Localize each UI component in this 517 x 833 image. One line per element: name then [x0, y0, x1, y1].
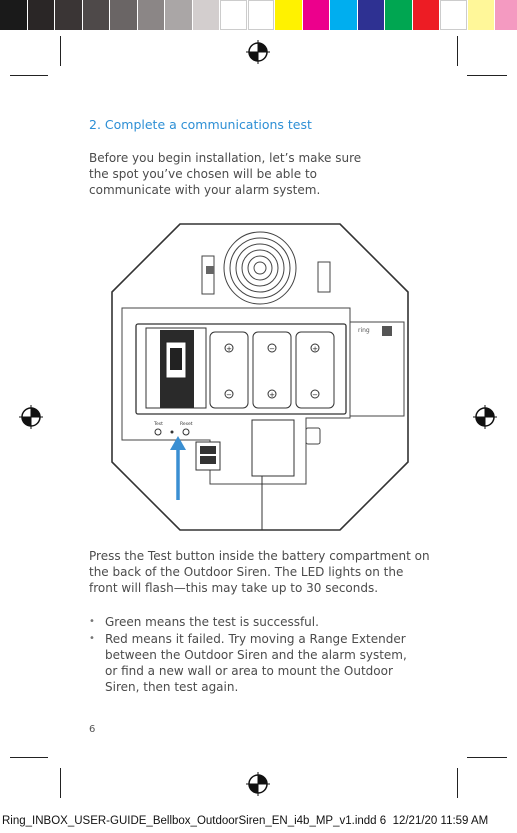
list-item	[89, 614, 419, 630]
crop-mark	[457, 36, 458, 66]
crop-mark	[10, 75, 48, 76]
crop-mark	[10, 757, 48, 758]
reset-label: Reset	[180, 422, 193, 427]
color-bar	[0, 0, 517, 30]
brand-label: ring	[358, 327, 370, 334]
color-swatch	[330, 0, 358, 30]
color-swatch	[220, 0, 248, 30]
minus-sign: −	[226, 391, 232, 399]
bullet-icon: •	[89, 616, 95, 627]
list-item-text: Green means the test is successful.	[105, 615, 319, 629]
color-swatch	[83, 0, 111, 30]
list-item-text: Red means it failed. Try moving a Range Extender between the Outdoor Siren and the alarm system, or find a new wall or area to mount the Outdoor Siren, then test again.	[105, 632, 407, 694]
color-swatch	[248, 0, 276, 30]
color-swatch	[193, 0, 221, 30]
crop-mark	[60, 36, 61, 66]
plus-sign: +	[269, 391, 275, 399]
color-swatch	[110, 0, 138, 30]
registration-mark-icon	[246, 40, 270, 64]
crop-mark	[457, 768, 458, 798]
color-swatch	[303, 0, 331, 30]
registration-mark-icon	[246, 772, 270, 796]
print-slug	[2, 815, 488, 827]
qr-code-icon	[382, 326, 392, 336]
siren-back-illustration	[110, 222, 410, 532]
minus-sign: −	[269, 345, 275, 353]
slug-filename: Ring_INBOX_USER-GUIDE_Bellbox_OutdoorSiren_EN_i4b_MP_v1.indd 6	[2, 815, 387, 827]
crop-mark	[60, 768, 61, 798]
plus-sign: +	[226, 345, 232, 353]
slug-date: 12/21/20 11:59 AM	[392, 815, 489, 827]
color-swatch	[28, 0, 56, 30]
section-heading: 2. Complete a communications test	[89, 117, 312, 132]
bullet-icon: •	[89, 633, 95, 644]
plus-sign: +	[312, 345, 318, 353]
color-swatch	[165, 0, 193, 30]
color-swatch	[413, 0, 441, 30]
registration-mark-icon	[19, 405, 43, 429]
minus-sign: −	[312, 391, 318, 399]
test-button	[155, 429, 161, 435]
reset-button	[183, 429, 189, 435]
crop-mark	[467, 75, 507, 76]
color-swatch	[495, 0, 517, 30]
color-swatch	[358, 0, 386, 30]
color-swatch	[468, 0, 496, 30]
intro-paragraph: Before you begin installation, let’s make sure the spot you’ve chosen will be able to communicate with your alarm system.	[89, 151, 362, 197]
color-swatch	[385, 0, 413, 30]
color-swatch	[55, 0, 83, 30]
result-list	[89, 614, 419, 695]
instructions-paragraph: Press the Test button inside the battery compartment on the back of the Outdoor Siren. The LED lights on the front will flash—this may take up to 30 seconds.	[89, 549, 430, 595]
test-label: Test	[154, 422, 163, 427]
color-swatch	[440, 0, 468, 30]
registration-mark-icon	[473, 405, 497, 429]
crop-mark	[467, 757, 507, 758]
color-swatch	[138, 0, 166, 30]
color-swatch	[275, 0, 303, 30]
page-number: 6	[89, 724, 96, 735]
list-item	[89, 631, 419, 695]
color-swatch	[0, 0, 28, 30]
